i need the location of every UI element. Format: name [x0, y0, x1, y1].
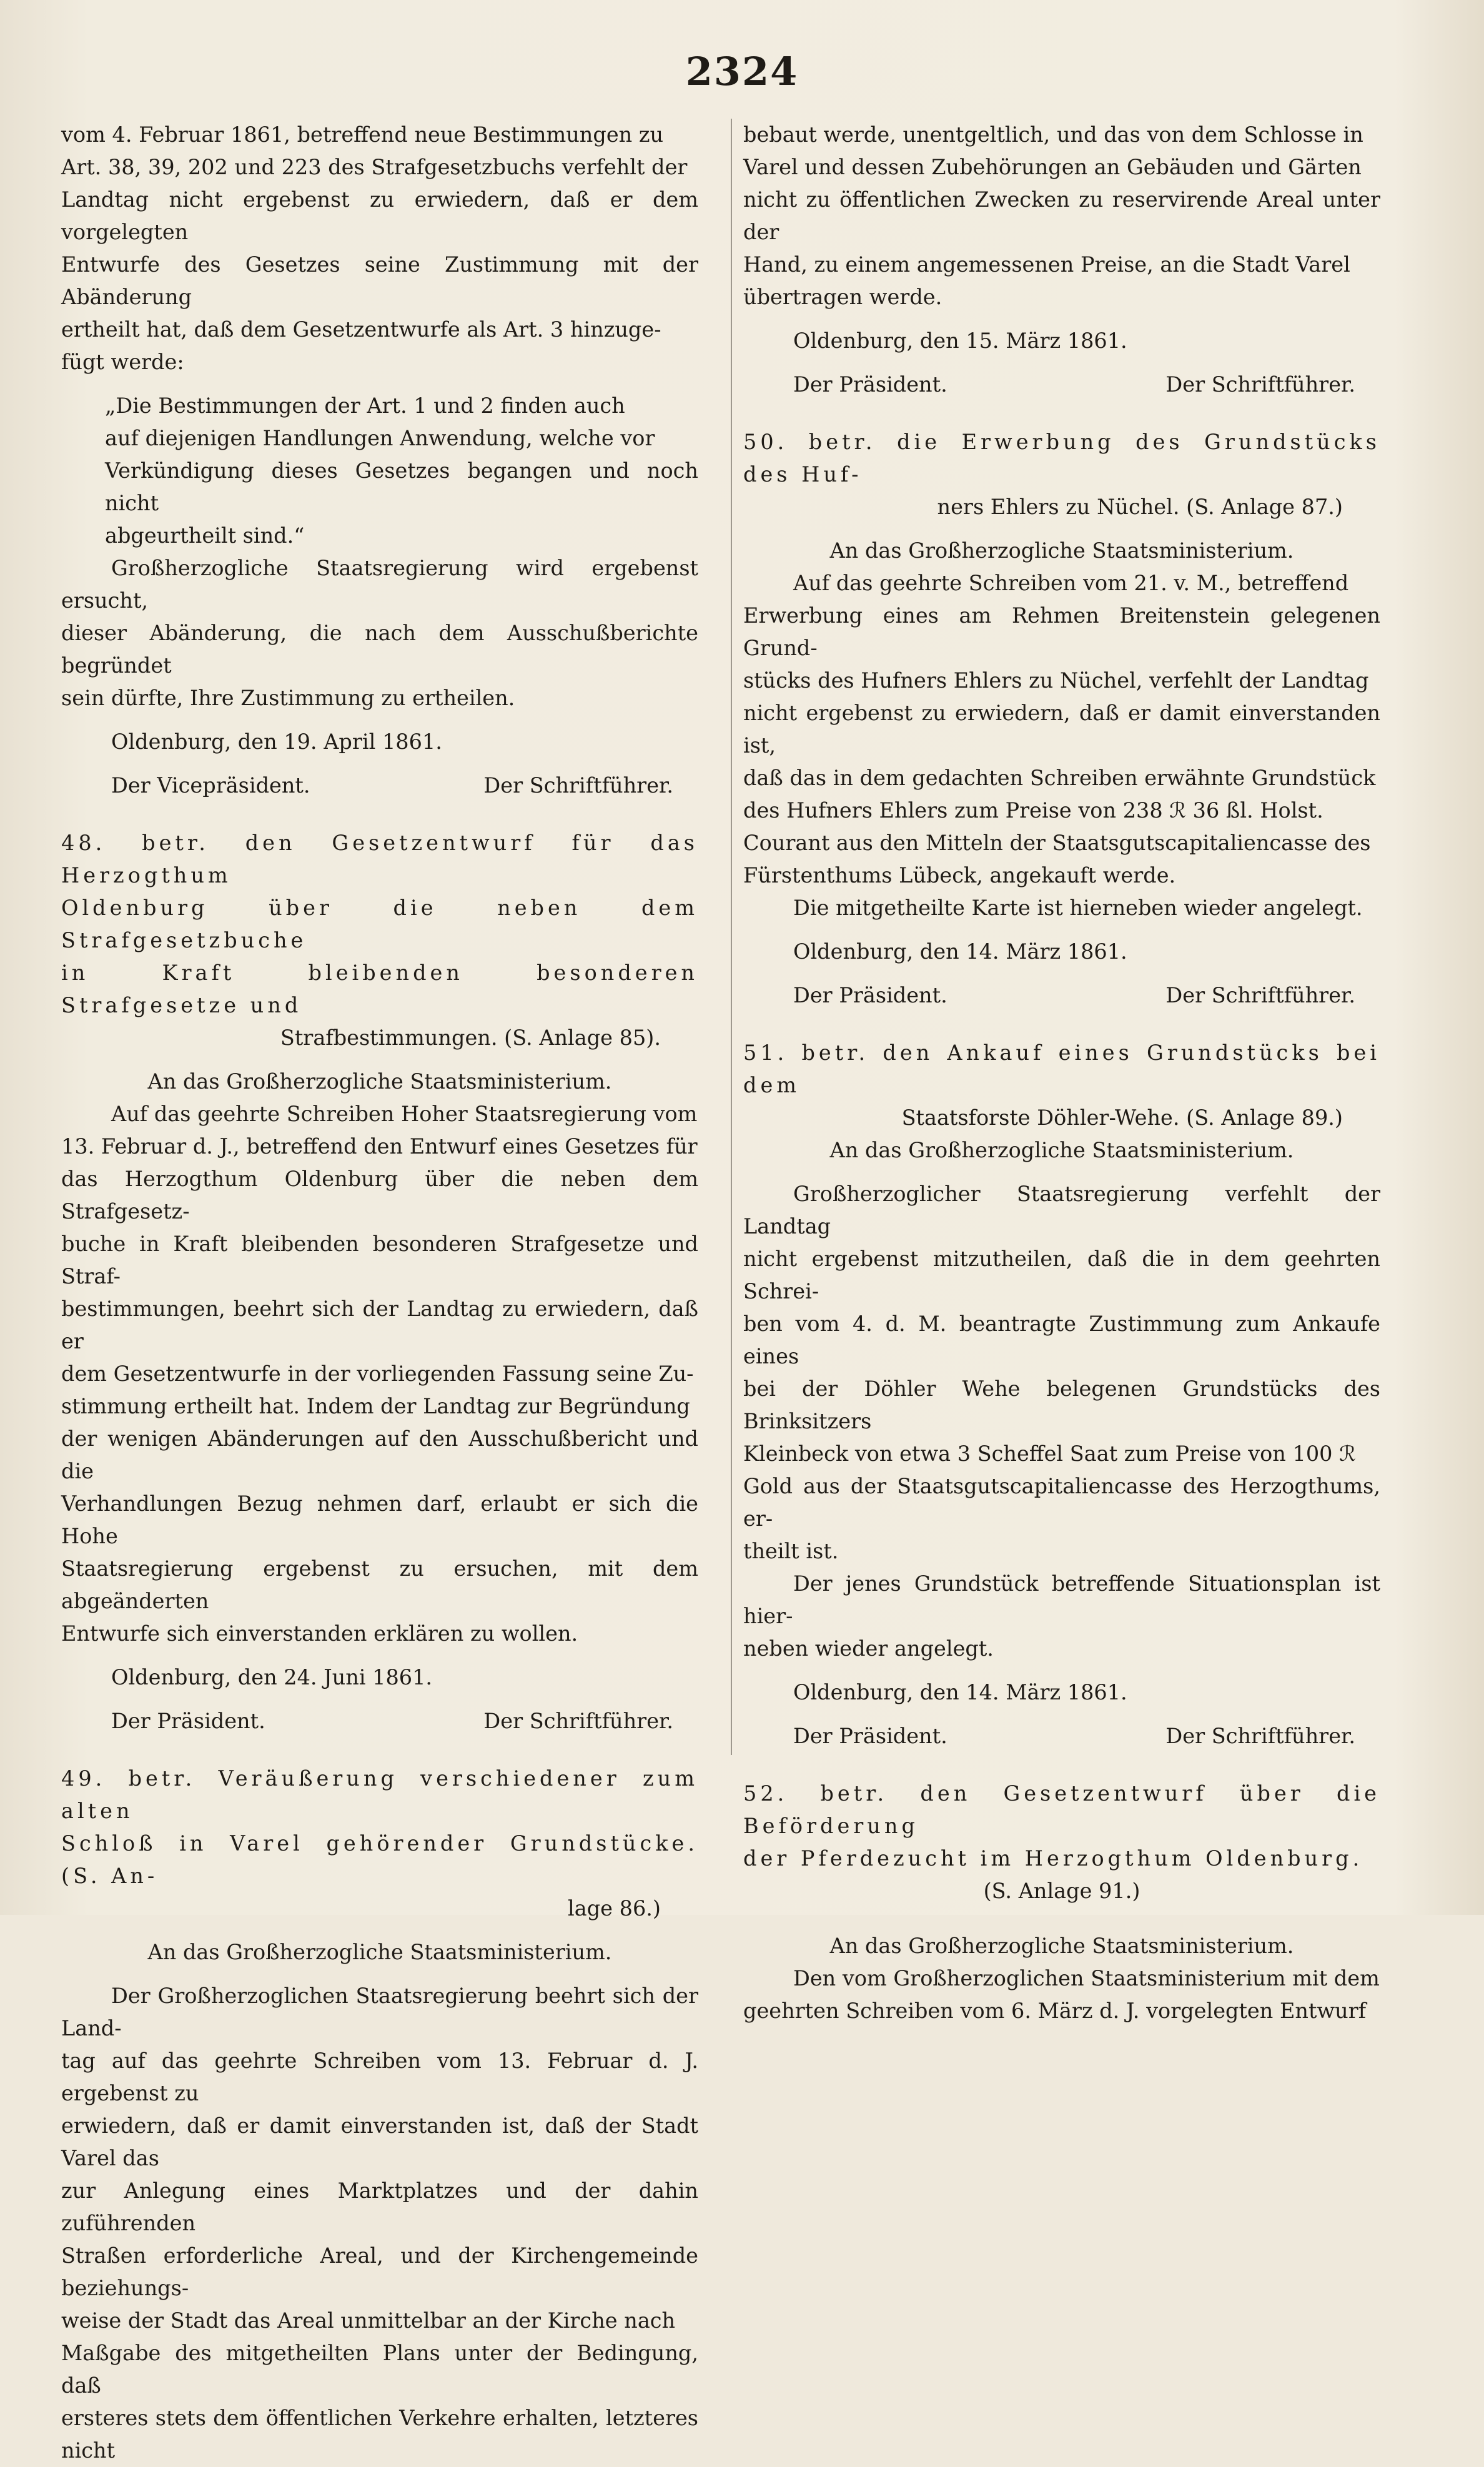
section-heading: in Kraft bleibenden besonderen Strafgesetze und	[61, 961, 698, 1017]
addressee: An das Großherzogliche Staatsministerium.	[829, 1138, 1294, 1162]
section-heading: Staatsforste Döhler-Wehe. (S. Anlage 89.)	[901, 1105, 1343, 1130]
text-line: dieser Abänderung, die nach dem Ausschußberichte begründet	[61, 621, 698, 678]
text-line: des Hufners Ehlers zum Preise von 238 ℛ 36 ßl. Holst.	[743, 798, 1323, 823]
text-line: Der jenes Grundstück betreffende Situationsplan ist hier-	[743, 1571, 1380, 1628]
section-heading: 50. betr. die Erwerbung des Grundstücks des Huf-	[743, 430, 1380, 487]
section-heading: lage 86.)	[568, 1896, 661, 1921]
signature-row	[61, 769, 698, 802]
text-line: Varel und dessen Zubehörungen an Gebäuden und Gärten	[743, 155, 1362, 179]
signature-right: Der Schriftführer.	[483, 1709, 673, 1733]
text-line: Die mitgetheilte Karte ist hierneben wieder angelegt.	[793, 896, 1363, 920]
signature-right: Der Schriftführer.	[1165, 1724, 1355, 1748]
text-line: ertheilt hat, daß dem Gesetzentwurfe als Art. 3 hinzuge-	[61, 317, 661, 342]
addressee: An das Großherzogliche Staatsministerium.	[147, 1940, 612, 1964]
date-line: Oldenburg, den 24. Juni 1861.	[111, 1665, 433, 1689]
section-heading: 48. betr. den Gesetzentwurf für das Herzogthum	[61, 831, 698, 887]
text-line: Hand, zu einem angemessenen Preise, an die Stadt Varel	[743, 252, 1350, 277]
text-line: geehrten Schreiben vom 6. März d. J. vorgelegten Entwurf	[743, 1999, 1367, 2023]
text-line: Entwurfe sich einverstanden erklären zu wollen.	[61, 1621, 578, 1646]
text-line: bei der Döhler Wehe belegenen Grundstücks des Brinksitzers	[743, 1377, 1380, 1433]
text-line: theilt ist.	[743, 1539, 839, 1563]
text-line: Courant aus den Mitteln der Staatsgutscapitaliencasse des	[743, 831, 1371, 855]
addressee: An das Großherzogliche Staatsministerium.	[829, 538, 1294, 563]
text-line: stücks des Hufners Ehlers zu Nüchel, verfehlt der Landtag	[743, 668, 1369, 693]
text-line: dem Gesetzentwurfe in der vorliegenden Fassung seine Zu-	[61, 1362, 694, 1386]
text-line: zur Anlegung eines Marktplatzes und der dahin zuführenden	[61, 2178, 698, 2235]
text-line: Großherzogliche Staatsregierung wird ergebenst ersucht,	[61, 556, 698, 613]
quote-line: auf diejenigen Handlungen Anwendung, welche vor	[105, 426, 655, 450]
text-line: übertragen werde.	[743, 285, 942, 309]
text-line: Fürstenthums Lübeck, angekauft werde.	[743, 863, 1176, 887]
text-line: daß das in dem gedachten Schreiben erwähnte Grundstück	[743, 766, 1376, 790]
text-line: das Herzogthum Oldenburg über die neben dem Strafgesetz-	[61, 1167, 698, 1224]
date-line: Oldenburg, den 19. April 1861.	[111, 729, 442, 754]
text-line: fügt werde:	[61, 350, 184, 374]
date-line: Oldenburg, den 14. März 1861.	[793, 1680, 1127, 1704]
quote-line: abgeurtheilt sind.“	[105, 523, 305, 548]
text-line: Großherzoglicher Staatsregierung verfehlt der Landtag	[743, 1182, 1380, 1238]
section-heading: (S. Anlage 91.)	[983, 1879, 1140, 1903]
signature-left: Der Präsident.	[793, 372, 947, 397]
text-line: neben wieder angelegt.	[743, 1636, 994, 1661]
signature-right: Der Schriftführer.	[483, 773, 673, 798]
text-line: vom 4. Februar 1861, betreffend neue Bestimmungen zu	[61, 122, 664, 147]
text-line: Den vom Großherzoglichen Staatsministerium mit dem	[793, 1966, 1380, 1990]
signature-row	[743, 979, 1380, 1012]
text-line: sein dürfte, Ihre Zustimmung zu ertheilen.	[61, 686, 515, 710]
text-line: nicht zu öffentlichen Zwecken zu reservirende Areal unter der	[743, 187, 1380, 244]
text-line: 13. Februar d. J., betreffend den Entwurf eines Gesetzes für	[61, 1134, 698, 1159]
text-line: erwiedern, daß er damit einverstanden ist, daß der Stadt Varel das	[61, 2114, 698, 2170]
text-line: Kleinbeck von etwa 3 Scheffel Saat zum Preise von 100 ℛ	[743, 1441, 1356, 1466]
signature-left: Der Präsident.	[793, 1724, 947, 1748]
column-divider	[731, 119, 732, 1755]
signature-row	[743, 368, 1380, 401]
signature-left: Der Präsident.	[793, 983, 947, 1007]
text-line: tag auf das geehrte Schreiben vom 13. Februar d. J. ergebenst zu	[61, 2049, 698, 2105]
date-line: Oldenburg, den 14. März 1861.	[793, 939, 1127, 964]
date-line: Oldenburg, den 15. März 1861.	[793, 329, 1127, 353]
addressee: An das Großherzogliche Staatsministerium.	[829, 1934, 1294, 1958]
text-line: bebaut werde, unentgeltlich, und das von dem Schlosse in	[743, 122, 1363, 147]
quote-line: „Die Bestimmungen der Art. 1 und 2 finden auch	[105, 393, 625, 418]
text-line: Straßen erforderliche Areal, und der Kirchengemeinde beziehungs-	[61, 2243, 698, 2300]
addressee: An das Großherzogliche Staatsministerium.	[147, 1069, 612, 1094]
text-line: Art. 38, 39, 202 und 223 des Strafgesetzbuchs verfehlt der	[61, 155, 688, 179]
section-heading: 49. betr. Veräußerung verschiedener zum alten	[61, 1766, 698, 1823]
signature-right: Der Schriftführer.	[1165, 372, 1355, 397]
text-line: Der Großherzoglichen Staatsregierung beehrt sich der Land-	[61, 1984, 698, 2040]
right-column	[743, 119, 1380, 2027]
text-line: bestimmungen, beehrt sich der Landtag zu erwiedern, daß er	[61, 1297, 698, 1353]
section-heading: Oldenburg über die neben dem Strafgesetzbuche	[61, 896, 698, 952]
text-line: buche in Kraft bleibenden besonderen Strafgesetze und Straf-	[61, 1232, 698, 1288]
text-line: Erwerbung eines am Rehmen Breitenstein gelegenen Grund-	[743, 603, 1380, 660]
left-column	[61, 119, 698, 2467]
signature-left: Der Vicepräsident.	[111, 773, 310, 798]
page-number: 2324	[685, 49, 799, 94]
text-line: Auf das geehrte Schreiben Hoher Staatsregierung vom	[111, 1102, 698, 1126]
text-line: der wenigen Abänderungen auf den Ausschußbericht und die	[61, 1426, 698, 1483]
signature-row	[743, 1720, 1380, 1753]
section-heading: 52. betr. den Gesetzentwurf über die Beförderung	[743, 1781, 1380, 1838]
quote-line: Verkündigung dieses Gesetzes begangen und noch nicht	[105, 458, 698, 515]
text-line: Verhandlungen Bezug nehmen darf, erlaubt er sich die Hohe	[61, 1491, 698, 1548]
text-line: nicht ergebenst zu erwiedern, daß er damit einverstanden ist,	[743, 701, 1380, 758]
text-line: weise der Stadt das Areal unmittelbar an der Kirche nach	[61, 2308, 676, 2333]
text-line: nicht ergebenst mitzutheilen, daß die in dem geehrten Schrei-	[743, 1247, 1380, 1303]
text-line: Maßgabe des mitgetheilten Plans unter der Bedingung, daß	[61, 2341, 698, 2398]
text-line: Entwurfe des Gesetzes seine Zustimmung mit der Abänderung	[61, 252, 698, 309]
text-line: Landtag nicht ergebenst zu erwiedern, daß er dem vorgelegten	[61, 187, 698, 244]
text-line: Staatsregierung ergebenst zu ersuchen, mit dem abgeänderten	[61, 1556, 698, 1613]
text-line: Gold aus der Staatsgutscapitaliencasse des Herzogthums, er-	[743, 1474, 1380, 1531]
section-heading: 51. betr. den Ankauf eines Grundstücks bei dem	[743, 1041, 1380, 1097]
text-line: Auf das geehrte Schreiben vom 21. v. M., betreffend	[793, 571, 1349, 595]
section-heading: ners Ehlers zu Nüchel. (S. Anlage 87.)	[937, 495, 1343, 519]
text-line: ben vom 4. d. M. beantragte Zustimmung zum Ankaufe eines	[743, 1312, 1380, 1368]
section-heading: Schloß in Varel gehörender Grundstücke. (S. An-	[61, 1831, 698, 1888]
text-line: ersteres stets dem öffentlichen Verkehre erhalten, letzteres nicht	[61, 2406, 698, 2463]
section-heading: der Pferdezucht im Herzogthum Oldenburg.	[743, 1846, 1363, 1871]
signature-right: Der Schriftführer.	[1165, 983, 1355, 1007]
text-line: stimmung ertheilt hat. Indem der Landtag zur Begründung	[61, 1394, 690, 1418]
signature-row	[61, 1705, 698, 1738]
signature-left: Der Präsident.	[111, 1709, 265, 1733]
section-heading: Strafbestimmungen. (S. Anlage 85).	[280, 1026, 661, 1050]
